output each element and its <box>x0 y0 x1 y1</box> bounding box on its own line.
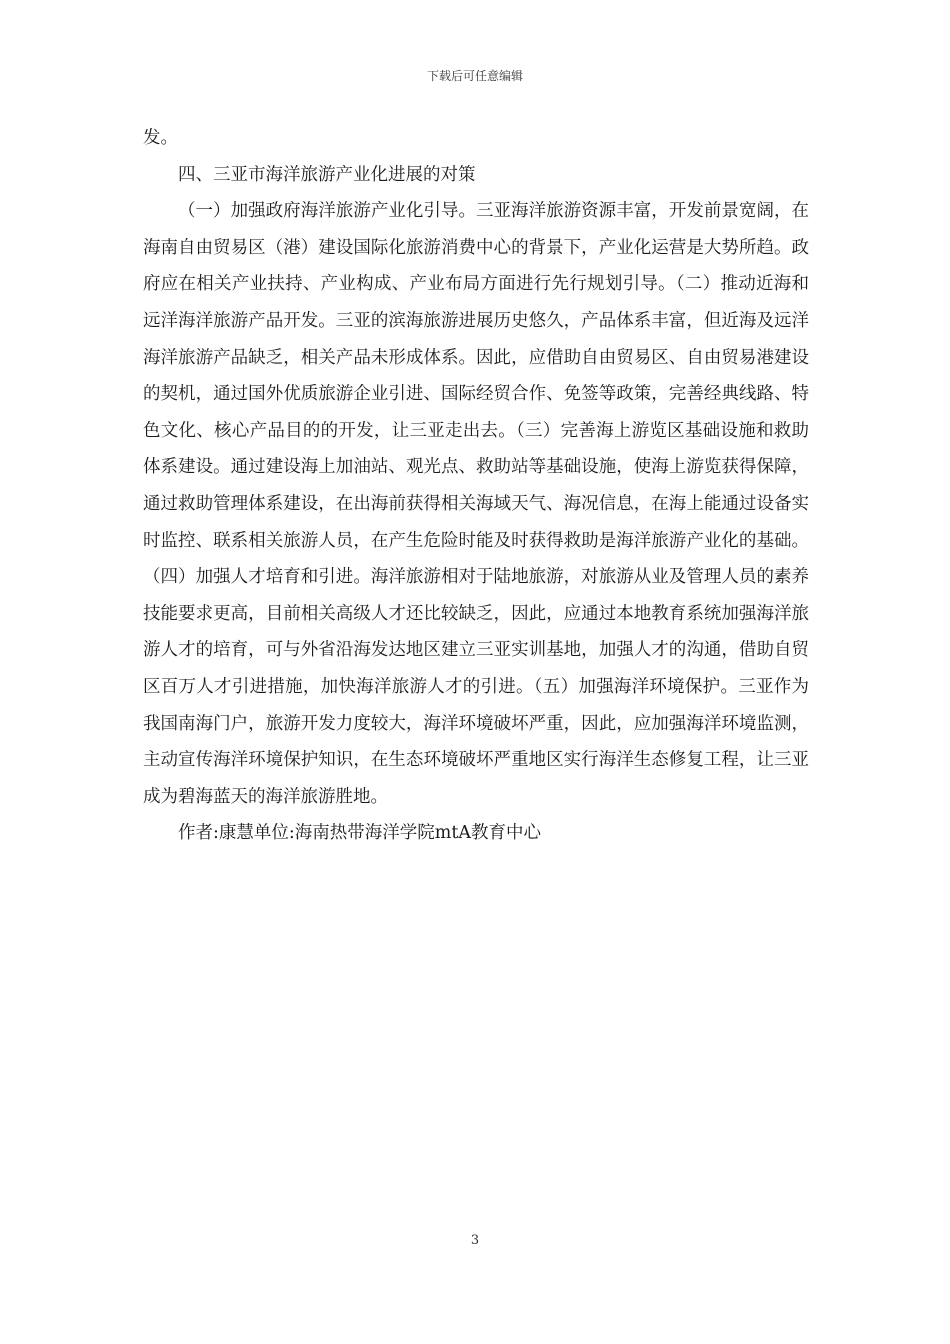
page-number: 3 <box>470 1233 480 1248</box>
document-body <box>143 120 809 852</box>
page-header-note: 下载后可任意编辑 <box>426 69 523 83</box>
main-paragraph: （一）加强政府海洋旅游产业化引导。三亚海洋旅游资源丰富，开发前景宽阔，在海南自由贸易区（港）建设国际化旅游消费中心的背景下，产业化运营是大势所趋。政府应在相关产业扶持、产业构成、产业布局方面进行先行规划引导。（二）推动近海和远洋海洋旅游产品开发。三亚的滨海旅游进展历史悠久，产品体系丰富，但近海及远洋海洋旅游产品缺乏，相关产品未形成体系。因此，应借助自由贸易区、自由贸易港建设的契机，通过国外优质旅游企业引进、国际经贸合作、免签等政策，完善经典线路、特色文化、核心产品目的的开发，让三亚走出去。（三）完善海上游览区基础设施和救助体系建设。通过建设海上加油站、观光点、救助站等基础设施，使海上游览获得保障，通过救助管理体系建设，在出海前获得相关海域天气、海况信息，在海上能通过设备实时监控、联系相关旅游人员，在产生危险时能及时获得救助是海洋旅游产业化的基础。（四）加强人才培育和引进。海洋旅游相对于陆地旅游，对旅游从业及管理人员的素养技能要求更高，目前相关高级人才还比较缺乏，因此，应通过本地教育系统加强海洋旅游人才的培育，可与外省沿海发达地区建立三亚实训基地，加强人才的沟通，借助自贸区百万人才引进措施，加快海洋旅游人才的引进。（五）加强海洋环境保护。三亚作为我国南海门户，旅游开发力度较大，海洋环境破坏严重，因此，应加强海洋环境监测，主动宣传海洋环境保护知识，在生态环境破坏严重地区实行海洋生态修复工程，让三亚成为碧海蓝天的海洋旅游胜地。 <box>143 201 809 807</box>
author-line: 作者:康慧单位:海南热带海洋学院mtA教育中心 <box>178 823 542 844</box>
continuation-text: 发。 <box>143 128 178 148</box>
section-heading: 四、三亚市海洋旅游产业化进展的对策 <box>178 164 476 185</box>
